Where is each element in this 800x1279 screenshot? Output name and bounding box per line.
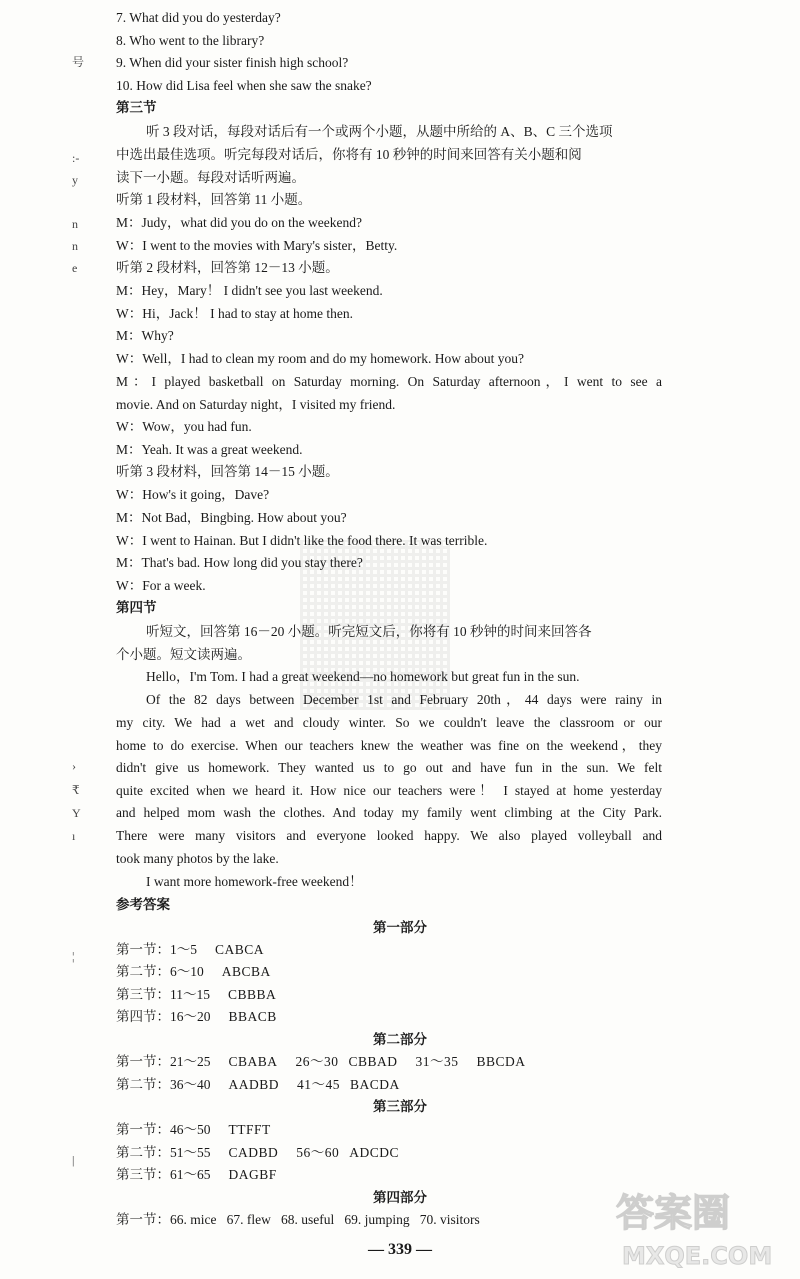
margin-mark: :- [72, 151, 80, 165]
part-title: 第三部分 [373, 1099, 427, 1114]
margin-mark: ı [72, 829, 76, 843]
part-title: 第二部分 [373, 1032, 427, 1047]
answer-key: ABCBA [221, 964, 271, 979]
dialogue-line: M：I played basketball on Saturday morning. On Saturday afternoon，I went to see a [116, 374, 662, 389]
answer-key: DAGBF [228, 1167, 277, 1182]
margin-mark: | [72, 1153, 75, 1167]
passage-line: my city. We had a wet and cloudy winter. So we couldn't leave the classroom or our [116, 715, 662, 730]
answer-key: TTFFT [228, 1122, 271, 1137]
margin-mark: › [72, 759, 76, 773]
answer-key: CBABA [228, 1054, 278, 1069]
section-heading: 第三节 [116, 100, 157, 115]
question-line: 9. When did your sister finish high school? [116, 55, 349, 70]
margin-mark: n [72, 217, 78, 231]
passage-line: There were many visitors and everyone looked happy. We also played volleyball and [116, 828, 662, 843]
dialogue-line: M：Hey，Mary！ I didn't see you last weekend. [116, 283, 383, 298]
margin-mark: ¦ [72, 949, 75, 963]
passage-line: didn't give us homework. They wanted us to go out and have fun in the sun. We felt [116, 760, 662, 775]
answer-label: 第四节：16～20 [116, 1009, 211, 1024]
answer-line [116, 1052, 526, 1072]
dialogue-line: movie. And on Saturday night，I visited my friend. [116, 397, 396, 412]
answer-label: 第二节：51～55 [116, 1145, 211, 1160]
instruction-line: 读下一小题。每段对话听两遍。 [116, 170, 305, 185]
question-line: 8. Who went to the library? [116, 33, 265, 48]
answer-line [116, 1075, 400, 1095]
passage-line: quite excited when we heard it. How nice our teachers were！ I stayed at home yesterday [116, 783, 662, 798]
passage-line: and helped mom wash the clothes. And today my family went climbing at the City Park. [116, 805, 662, 820]
answer-label: 第二节：6～10 [116, 964, 204, 979]
answer-line [116, 985, 276, 1005]
margin-mark: n [72, 239, 78, 253]
answers-heading: 参考答案 [116, 897, 170, 912]
dialogue-line: M：Yeah. It was a great weekend. [116, 442, 303, 457]
answer-line [116, 1165, 277, 1185]
answer-range: 26～30 [295, 1054, 339, 1069]
answer-line [116, 1120, 271, 1140]
passage-line: took many photos by the lake. [116, 851, 279, 866]
section-heading: 第四节 [116, 600, 157, 615]
dialogue-line: W：For a week. [116, 578, 206, 593]
answer-key: BBACB [228, 1009, 277, 1024]
answer-label: 第二节：36～40 [116, 1077, 211, 1092]
instruction-line: 个小题。短文读两遍。 [116, 647, 251, 662]
dialogue-line: M：Why? [116, 328, 174, 343]
instruction-line: 听短文，回答第 16－20 小题。听完短文后，你将有 10 秒钟的时间来回答各 [146, 624, 592, 639]
answer-line [116, 1007, 277, 1027]
margin-mark: e [72, 261, 78, 275]
answer-range: 31～35 [415, 1054, 459, 1069]
answer-key: BBCDA [476, 1054, 526, 1069]
dialogue-line: W：Wow，you had fun. [116, 419, 252, 434]
answer-range: 56～60 [296, 1145, 340, 1160]
answer-key: AADBD [228, 1077, 280, 1092]
answer-key: CBBAD [348, 1054, 398, 1069]
dialogue-line: W：How's it going，Dave? [116, 487, 270, 502]
watermark-url: MXQE.COM [622, 1242, 773, 1270]
margin-mark: 号 [72, 55, 85, 69]
dialogue-line: M：Judy，what did you do on the weekend? [116, 215, 362, 230]
dialogue-line: W：I went to Hainan. But I didn't like the food there. It was terrible. [116, 533, 488, 548]
passage-line: home to do exercise. When our teachers knew the weather was fine on the weekend，they [116, 738, 662, 753]
answer-label: 第三节：11～15 [116, 987, 210, 1002]
answer-key: BACDA [350, 1077, 400, 1092]
question-line: 10. How did Lisa feel when she saw the snake? [116, 78, 372, 93]
answer-key: CADBD [228, 1145, 279, 1160]
answer-line [116, 1143, 399, 1163]
margin-mark: ₹ [72, 783, 80, 797]
question-line: 7. What did you do yesterday? [116, 10, 281, 25]
watermark-text: 答案圈 [616, 1191, 731, 1235]
dialogue-line: W：Hi，Jack！ I had to stay at home then. [116, 306, 353, 321]
material-title: 听第 2 段材料，回答第 12－13 小题。 [116, 260, 339, 275]
dialogue-line: M：That's bad. How long did you stay there? [116, 555, 363, 570]
instruction-line: 中选出最佳选项。听完每段对话后，你将有 10 秒钟的时间来回答有关小题和阅 [116, 147, 582, 162]
dialogue-line: M：Not Bad，Bingbing. How about you? [116, 510, 347, 525]
instruction-line: 听 3 段对话，每段对话后有一个或两个小题，从题中所给的 A、B、C 三个选项 [146, 124, 613, 139]
answer-label: 第三节：61～65 [116, 1167, 211, 1182]
answer-label: 第一节：46～50 [116, 1122, 211, 1137]
answer-key: CABCA [215, 942, 265, 957]
part-title: 第四部分 [373, 1190, 427, 1205]
answer-key: ADCDC [349, 1145, 400, 1160]
margin-mark: Y [72, 806, 81, 820]
material-title: 听第 3 段材料，回答第 14－15 小题。 [116, 464, 339, 479]
passage-line: I want more homework-free weekend！ [146, 874, 363, 889]
watermark-logo [612, 1180, 782, 1272]
dialogue-line: W：I went to the movies with Mary's sister，Betty. [116, 238, 398, 253]
part-title: 第一部分 [373, 920, 427, 935]
answer-line [116, 962, 271, 982]
answer-key: CBBBA [228, 987, 277, 1002]
passage-line: Of the 82 days between December 1st and February 20th，44 days were rainy in [146, 692, 662, 707]
answer-line [116, 940, 264, 960]
margin-mark: y [72, 173, 78, 187]
answer-line: 第一节：66. mice 67. flew 68. useful 69. jumping 70. visitors [116, 1212, 480, 1227]
answer-label: 第一节：21～25 [116, 1054, 211, 1069]
page-number: — 339 — [368, 1241, 432, 1258]
passage-line: Hello，I'm Tom. I had a great weekend—no homework but great fun in the sun. [146, 669, 580, 684]
answer-range: 41～45 [297, 1077, 341, 1092]
answer-label: 第一节：1～5 [116, 942, 197, 957]
material-title: 听第 1 段材料，回答第 11 小题。 [116, 192, 312, 207]
dialogue-line: W：Well，I had to clean my room and do my homework. How about you? [116, 351, 524, 366]
